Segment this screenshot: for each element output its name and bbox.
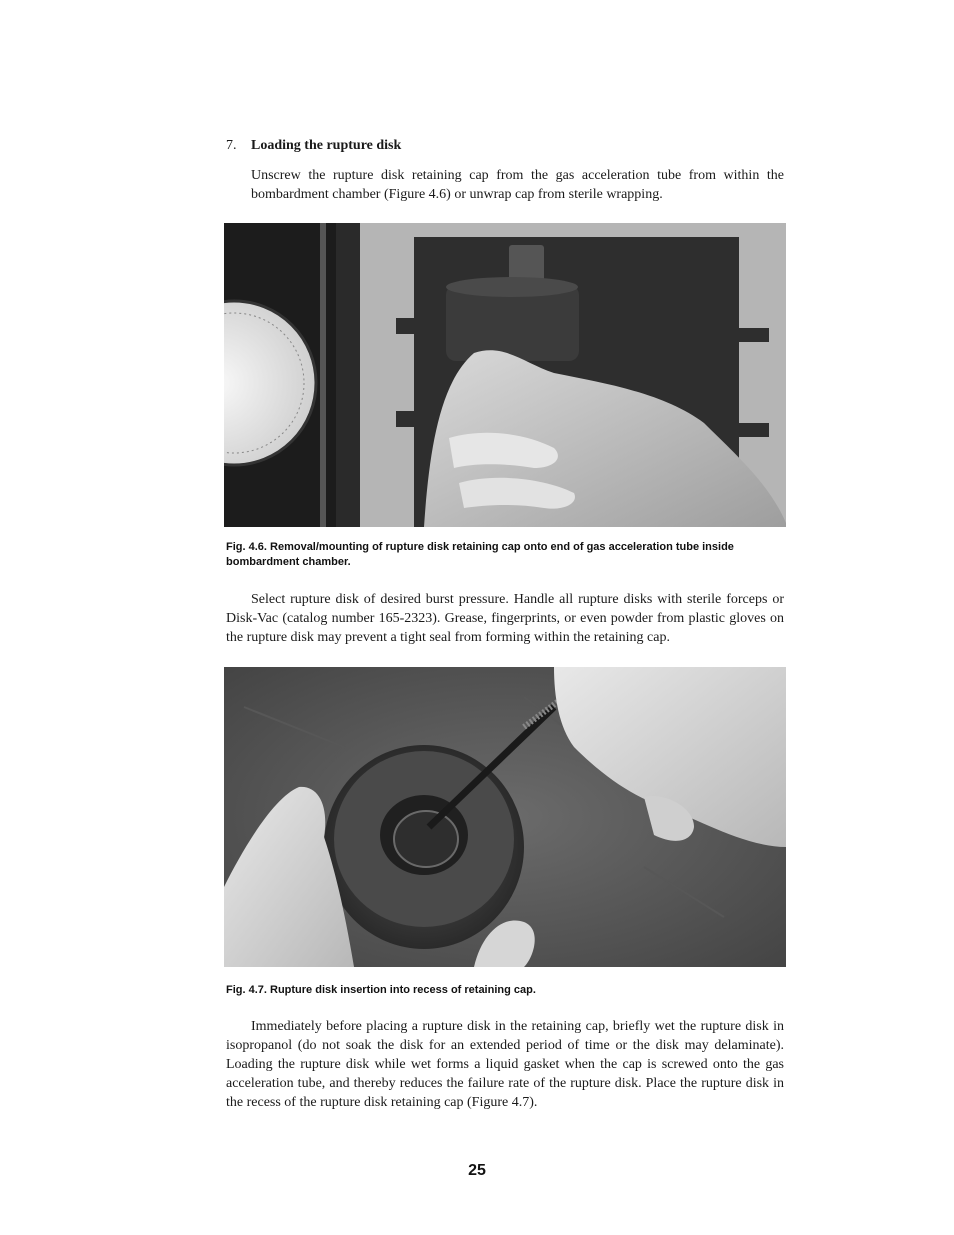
step-title: Loading the rupture disk <box>251 138 402 153</box>
figure-4-6-caption: Fig. 4.6. Removal/mounting of rupture disk retaining cap onto end of gas acceleration tube inside bombardment chamber. <box>226 541 734 568</box>
intro-paragraph: Unscrew the rupture disk retaining cap from the gas acceleration tube from within the bombardment chamber (Figure 4.6) or unwrap cap from sterile wrapping. <box>251 168 784 202</box>
wet-disk-paragraph: Immediately before placing a rupture disk in the retaining cap, briefly wet the rupture disk in isopropanol (do not soak the disk for an extended period of time or the disk may delaminate). Loading the rupture disk while wet forms a liquid gasket when the cap is screwed onto the gas acceleration tube, and thereby reduces the failure rate of the rupture disk. Place the rupture disk in the recess of the rupture disk retaining cap (Figure 4.7). <box>226 1019 784 1110</box>
figure-4-7-photo <box>224 667 786 967</box>
step-number: 7. <box>226 138 237 153</box>
figure-4-6-photo <box>224 223 786 527</box>
step-heading <box>226 138 401 154</box>
select-disk-paragraph: Select rupture disk of desired burst pressure. Handle all rupture disks with sterile forceps or Disk-Vac (catalog number 165-2323). Grease, fingerprints, or even powder from plastic gloves on the rupture disk may prevent a tight seal from forming within the retaining cap. <box>226 592 784 645</box>
figure-4-7-caption: Fig. 4.7. Rupture disk insertion into recess of retaining cap. <box>226 984 536 996</box>
page-number: 25 <box>468 1162 486 1179</box>
